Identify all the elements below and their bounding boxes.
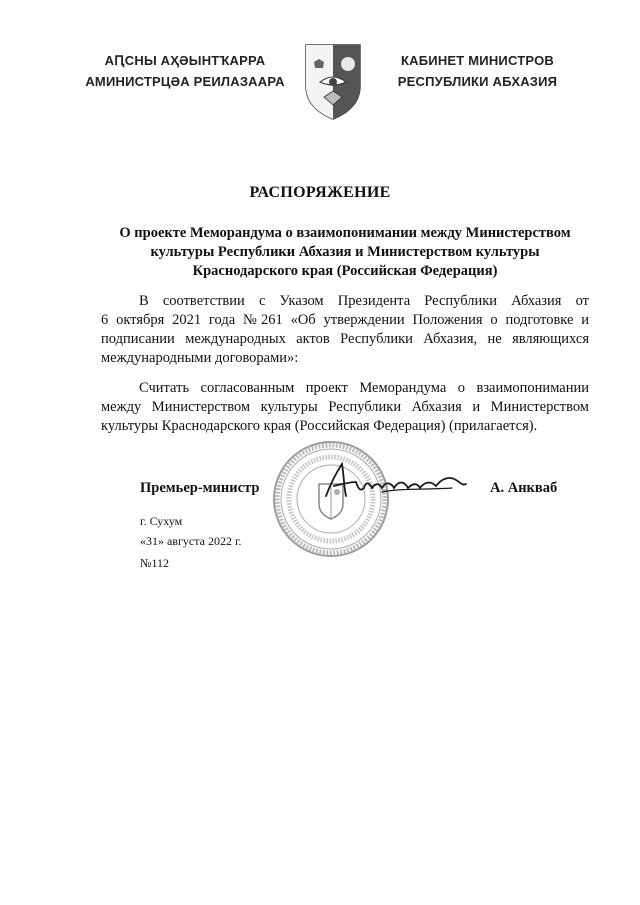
header-left-line1: АԤСНЫ АҲӘЫНТҠАРРА [104,53,266,68]
paragraph-basis [101,292,589,368]
header-right [385,50,570,92]
header-left-line2: АМИНИСТРЦӘА РЕИЛАЗААРА [85,74,285,89]
paragraph-line: подписании международных актов Республики Абхазия, не являющихся [101,331,589,347]
document-date: «31» августа 2022 г. [140,534,242,548]
handwritten-signature-icon [322,458,472,506]
subject-line: О проекте Меморандума о взаимопонимании между Министерством [119,225,571,241]
subject-line: Краснодарского края (Российская Федерация) [192,263,498,279]
signatory-name: А. Анкваб [490,480,558,496]
document-city: г. Сухум [140,514,183,528]
paragraph-line: культуры Краснодарского края (Российская Федерация) (прилагается). [101,418,538,434]
document-title: РАСПОРЯЖЕНИЕ [249,184,391,201]
paragraph-line: В соответствии с Указом Президента Республики Абхазия от [139,293,589,309]
header-right-line1: КАБИНЕТ МИНИСТРОВ [401,53,554,68]
paragraph-line: между Министерством культуры Республики Абхазия и Министерством [101,399,589,415]
document-subject [100,224,590,281]
paragraph-line: Считать согласованным проект Меморандума о взаимопонимании [139,380,589,396]
paragraph-line: 6 октября 2021 года №261 «Об утверждении Положения о подготовке и [101,312,589,328]
paragraph-decision [101,379,589,436]
abkhazia-coat-of-arms-icon [302,42,364,122]
paragraph-line: международными договорами»: [101,350,299,366]
document-number: №112 [140,556,170,570]
signatory-position: Премьер-министр [140,480,260,496]
header-right-line2: РЕСПУБЛИКИ АБХАЗИЯ [397,74,558,89]
header-left [80,50,290,92]
subject-line: культуры Республики Абхазия и Министерством культуры [150,244,540,260]
